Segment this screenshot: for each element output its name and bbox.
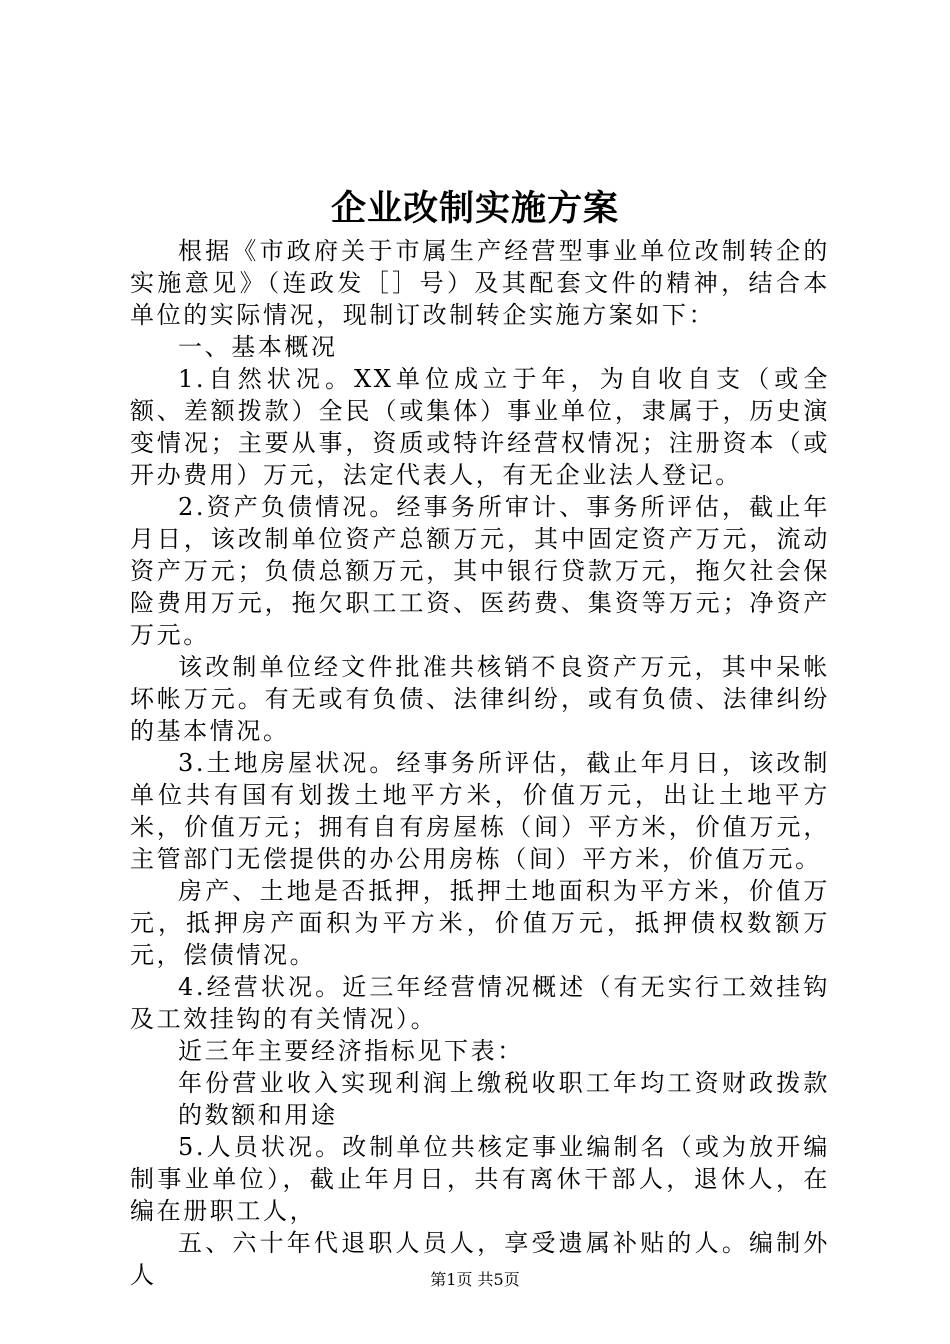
paragraph-mortgage: 房产、土地是否抵押，抵押土地面积为平方米，价值万元，抵押房产面积为平方米，价值万元，抵押债权数额万元，偿债情况。 (130, 877, 830, 969)
paragraph-bad-assets: 该改制单位经文件批准共核销不良资产万元，其中呆帐坏帐万元。有无或有负债、法律纠纷，或有负债、法律纠纷的基本情况。 (130, 653, 830, 745)
paragraph-assets-liabilities: 2.资产负债情况。经事务所审计、事务所评估，截止年月日，该改制单位资产总额万元，其中固定资产万元，流动资产万元；负债总额万元，其中银行贷款万元，拖欠社会保险费用万元，拖欠职工工资、医药费、集资等万元；净资产万元。 (130, 493, 830, 649)
paragraph-land-buildings: 3.土地房屋状况。经事务所评估，截止年月日，该改制单位共有国有划拨土地平方米，价值万元，出让土地平方米，价值万元；拥有自有房屋栋（间）平方米，价值万元，主管部门无偿提供的办公用房栋（间）平方米，价值万元。 (130, 749, 830, 873)
document-body (130, 235, 830, 1291)
section-heading-basic-overview: 一、基本概况 (178, 333, 338, 361)
page-footer: 第1页 共5页 (430, 1270, 520, 1289)
document-title: 企业改制实施方案 (330, 188, 619, 229)
paragraph-operations: 4.经营状况。近三年经营情况概述（有无实行工效挂钩及工效挂钩的有关情况）。 (130, 973, 830, 1033)
paragraph-retired-staff: 五、六十年代退职人员人，享受遗属补贴的人。编制外人 (130, 1229, 830, 1289)
paragraph-personnel: 5.人员状况。改制单位共核定事业编制名（或为放开编制事业单位），截止年月日，共有离休干部人，退休人，在编在册职工人， (130, 1133, 830, 1225)
paragraph-natural-status: 1.自然状况。XX单位成立于年，为自收自支（或全额、差额拨款）全民（或集体）事业单位，隶属于，历史演变情况；主要从事，资质或特许经营权情况；注册资本（或开办费用）万元，法定代表人，有无企业法人登记。 (130, 365, 830, 489)
paragraph-indicators-intro: 近三年主要经济指标见下表： (178, 1037, 524, 1065)
paragraph-intro: 根据《市政府关于市属生产经营型事业单位改制转企的实施意见》（连政发［］号）及其配套文件的精神，结合本单位的实际情况，现制订改制转企实施方案如下： (130, 237, 830, 329)
paragraph-table-header: 年份营业收入实现利润上缴税收职工年均工资财政拨款的数额和用途 (178, 1069, 830, 1129)
